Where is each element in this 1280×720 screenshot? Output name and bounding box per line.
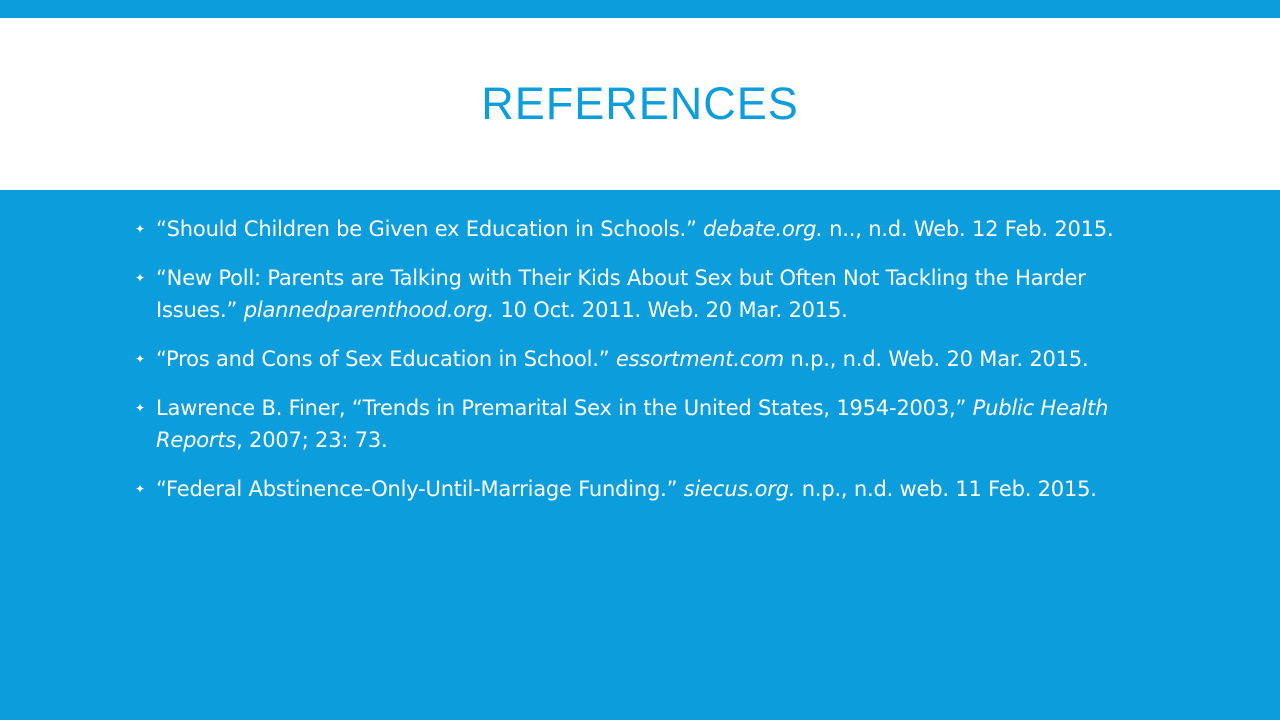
- reference-item: [135, 262, 1125, 326]
- bullet-icon: ✦: [135, 271, 145, 285]
- reference-source: essortment.com: [615, 347, 785, 371]
- reference-text: “Pros and Cons of Sex Education in School.”: [156, 347, 616, 371]
- reference-source: debate.org.: [703, 217, 823, 241]
- references-list: [135, 213, 1125, 522]
- reference-details: , 2007; 23: 73.: [236, 428, 388, 452]
- reference-details: n.., n.d. Web. 12 Feb. 2015.: [822, 217, 1114, 241]
- reference-item: [135, 213, 1125, 245]
- reference-source: Public Health Reports: [156, 396, 1109, 452]
- reference-text: “Federal Abstinence-Only-Until-Marriage Funding.”: [156, 477, 684, 501]
- slide-title: REFERENCES: [481, 78, 799, 129]
- bullet-icon: ✦: [135, 222, 145, 236]
- bullet-icon: ✦: [135, 352, 145, 366]
- reference-details: n.p., n.d. Web. 20 Mar. 2015.: [784, 347, 1089, 371]
- reference-source: plannedparenthood.org.: [243, 298, 494, 322]
- bullet-icon: ✦: [135, 482, 145, 496]
- reference-text: Lawrence B. Finer, “Trends in Premarital Sex in the United States, 1954-2003,”: [156, 396, 973, 420]
- reference-item: [135, 473, 1125, 505]
- reference-text: “New Poll: Parents are Talking with Their Kids About Sex but Often Not Tackling the Harder Issues.”: [156, 266, 1086, 322]
- reference-text: “Should Children be Given ex Education in Schools.”: [156, 217, 704, 241]
- bullet-icon: ✦: [135, 401, 145, 415]
- reference-item: [135, 392, 1125, 456]
- reference-item: [135, 343, 1125, 375]
- reference-source: siecus.org.: [683, 477, 796, 501]
- reference-details: 10 Oct. 2011. Web. 20 Mar. 2015.: [493, 298, 848, 322]
- reference-details: n.p., n.d. web. 11 Feb. 2015.: [795, 477, 1097, 501]
